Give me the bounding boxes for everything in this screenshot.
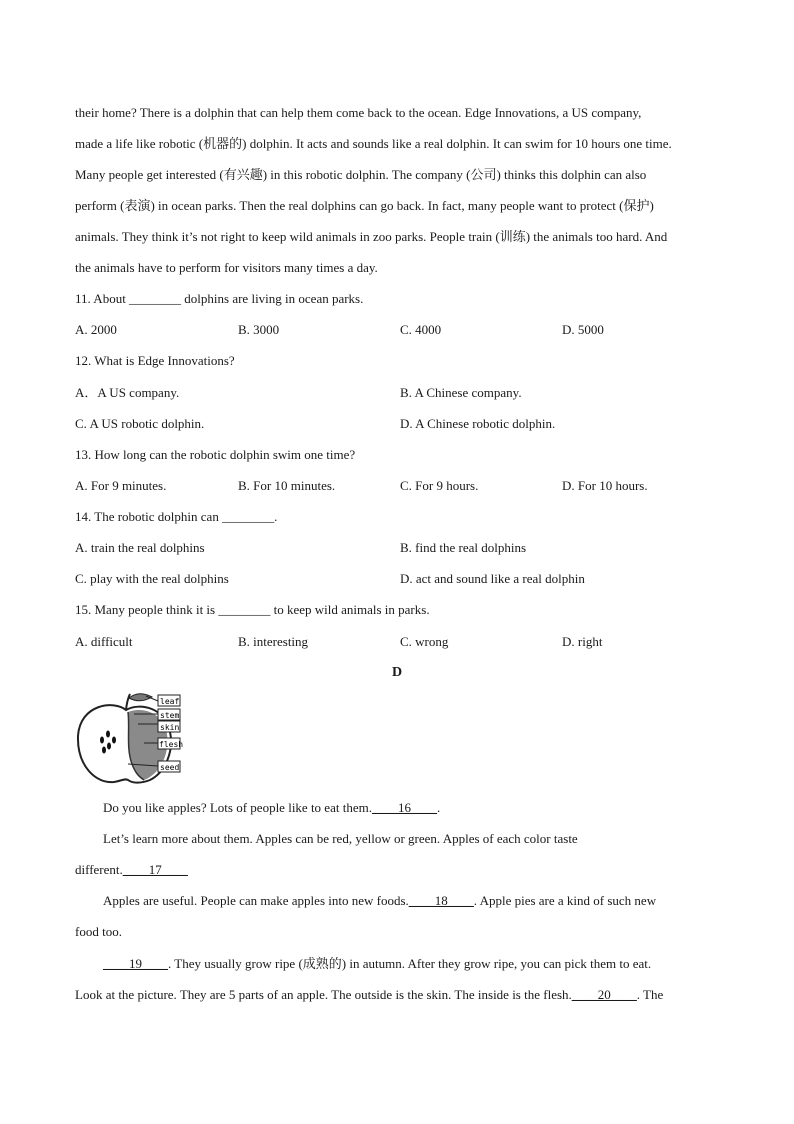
option-a: A. difficult	[75, 634, 133, 649]
option-b: B. 3000	[238, 322, 280, 337]
option-c: C. For 9 hours.	[400, 478, 479, 493]
blank-17: ____17____	[122, 862, 188, 877]
option-a: A. train the real dolphins	[75, 540, 205, 555]
paragraph-text: . They usually grow ripe (成熟的) in autumn. After they grow ripe, you can pick them to eat.	[168, 956, 652, 971]
section-heading: D	[391, 665, 403, 680]
option-d: D. right	[562, 634, 603, 649]
paragraph-line	[75, 862, 188, 878]
passage-line: Many people get interested (有兴趣) in this robotic dolphin. The company (公司) thinks this dolphin can also	[75, 167, 647, 182]
question-stem: 15. Many people think it is ________ to keep wild animals in parks.	[75, 602, 430, 617]
label-flesh: flesh	[159, 740, 184, 749]
paragraph-text: Do you like apples? Lots of people like to eat them.	[103, 800, 372, 815]
option-c: C. A US robotic dolphin.	[75, 416, 205, 431]
label-seed: seed	[160, 763, 180, 772]
option-d: D. act and sound like a real dolphin	[400, 571, 585, 586]
passage-line: animals. They think it’s not right to keep wild animals in zoo parks. People train (训练) the animals too hard. And	[75, 229, 668, 244]
paragraph-line: food too.	[75, 924, 122, 939]
option-b: B. For 10 minutes.	[238, 478, 336, 493]
paragraph-text: . The	[636, 987, 664, 1002]
paragraph-line: Let’s learn more about them. Apples can be red, yellow or green. Apples of each color taste	[103, 831, 578, 846]
paragraph-text: different.	[75, 862, 123, 877]
option-a: A．A US company.	[75, 385, 180, 400]
passage-line: perform (表演) in ocean parks. Then the real dolphins can go back. In fact, many people want to protect (保护)	[75, 198, 654, 213]
apple-diagram	[74, 688, 186, 788]
question-stem: 14. The robotic dolphin can ________.	[75, 509, 278, 524]
label-leaf: leaf	[160, 697, 180, 706]
option-b: B. interesting	[238, 634, 309, 649]
question-stem: 12. What is Edge Innovations?	[75, 353, 235, 368]
paragraph-text: Apples are useful. People can make apples into new foods.	[103, 893, 409, 908]
option-b: B. A Chinese company.	[400, 385, 522, 400]
passage-line: made a life like robotic (机器的) dolphin. It acts and sounds like a real dolphin. It can swim for 10 hours one time.	[75, 136, 672, 151]
paragraph-line	[103, 800, 440, 816]
option-d: D. A Chinese robotic dolphin.	[400, 416, 556, 431]
question-stem: 13. How long can the robotic dolphin swim one time?	[75, 447, 356, 462]
option-a: A. 2000	[75, 322, 117, 337]
question-stem: 11. About ________ dolphins are living in ocean parks.	[75, 291, 364, 306]
paragraph-line	[75, 987, 663, 1003]
option-d: D. 5000	[562, 322, 604, 337]
option-b: B. find the real dolphins	[400, 540, 527, 555]
paragraph-text: . Apple pies are a kind of such new	[473, 893, 657, 908]
label-stem: stem	[160, 711, 180, 720]
blank-19: ____19____	[103, 956, 168, 971]
paragraph-text: .	[436, 800, 441, 815]
blank-20: ____20____	[571, 987, 637, 1002]
option-d: D. For 10 hours.	[562, 478, 648, 493]
passage-line: the animals have to perform for visitors many times a day.	[75, 260, 378, 275]
option-a: A. For 9 minutes.	[75, 478, 167, 493]
passage-line: their home? There is a dolphin that can help them come back to the ocean. Edge Innovations, a US company,	[75, 105, 642, 120]
option-c: C. wrong	[400, 634, 449, 649]
blank-16: ____16____	[371, 800, 437, 815]
paragraph-text: Look at the picture. They are 5 parts of an apple. The outside is the skin. The inside is the flesh.	[75, 987, 572, 1002]
blank-18: ____18____	[408, 893, 474, 908]
option-c: C. 4000	[400, 322, 442, 337]
paragraph-line	[103, 956, 651, 972]
option-c: C. play with the real dolphins	[75, 571, 229, 586]
paragraph-line	[103, 893, 656, 909]
label-skin: skin	[160, 723, 180, 732]
